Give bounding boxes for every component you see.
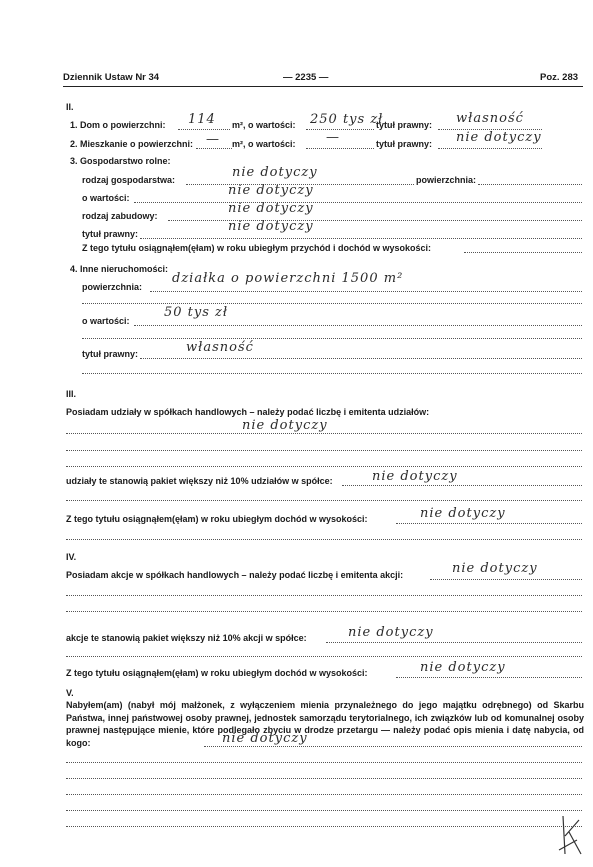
page-number: — 2235 — (283, 72, 329, 83)
farm-area-label: powierzchnia: (416, 175, 477, 185)
other-legal-label: tytuł prawny: (82, 349, 139, 359)
farm-value-value: nie dotyczy (228, 183, 314, 198)
other-area-value: działka o powierzchni 1500 m² (172, 271, 404, 286)
shares-income-label: Z tego tytułu osiągnąłem(ęłam) w roku ubiegłym dochód w wysokości: (66, 514, 368, 524)
position-number: Poz. 283 (540, 72, 579, 83)
other-value-label: o wartości: (82, 316, 130, 326)
house-area-label: 1. Dom o powierzchni: (70, 120, 166, 130)
house-legal-label: tytuł prawny: (376, 120, 433, 130)
stocks-package-label: akcje te stanowią pakiet większy niż 10% akcji w spółce: (66, 633, 307, 643)
section-iii-heading: III. (66, 389, 77, 399)
acquired-property-value: nie dotyczy (222, 731, 308, 746)
other-property-heading: 4. Inne nieruchomości: (70, 264, 169, 274)
farm-type-value: nie dotyczy (232, 165, 318, 180)
shares-income-value: nie dotyczy (420, 506, 506, 521)
section-iv-heading: IV. (66, 552, 77, 562)
house-value-value: 250 tys zł (310, 112, 384, 127)
other-value-value: 50 tys zł (164, 305, 229, 320)
farm-legal-label: tytuł prawny: (82, 229, 139, 239)
shares-label: Posiadam udziały w spółkach handlowych – należy podać liczbę i emitenta udziałów: (66, 407, 430, 417)
flat-legal-label: tytuł prawny: (376, 139, 433, 149)
initials-signature (555, 810, 589, 860)
farm-building-value: nie dotyczy (228, 201, 314, 216)
house-legal-value: własność (456, 111, 524, 126)
shares-value: nie dotyczy (242, 418, 328, 433)
stocks-value: nie dotyczy (452, 561, 538, 576)
acquired-property-label: Nabyłem(am) (nabył mój małżonek, z wyłączeniem mienia przynależnego do jego majątku odrębnego) od Skarbu Państwa, innej państwowej osoby prawnej, jednostek samorządu terytorialnego, ich związków lub od komunalnej osoby prawnej następujące mienie, które podlegało zbyciu w drodze przetargu — należy podać opis mienia i datę nabycia, od kogo: (66, 700, 584, 748)
farm-value-label: o wartości: (82, 193, 130, 203)
farm-building-label: rodzaj zabudowy: (82, 211, 158, 221)
flat-area-label: 2. Mieszkanie o powierzchni: (70, 139, 194, 149)
stocks-label: Posiadam akcje w spółkach handlowych – należy podać liczbę i emitenta akcji: (66, 570, 404, 580)
house-value-label: m², o wartości: (232, 120, 296, 130)
flat-area-value: — (206, 132, 220, 147)
stocks-income-value: nie dotyczy (420, 660, 506, 675)
flat-legal-value: nie dotyczy (456, 130, 542, 145)
farm-income-label: Z tego tytułu osiągnąłem(ęłam) w roku ubiegłym przychód i dochód w wysokości: (82, 243, 432, 253)
shares-package-label: udziały te stanowią pakiet większy niż 10% udziałów w spółce: (66, 476, 333, 486)
flat-value-label: m², o wartości: (232, 139, 296, 149)
house-area-value: 114 (188, 112, 216, 127)
stocks-income-label: Z tego tytułu osiągnąłem(ęłam) w roku ubiegłym dochód w wysokości: (66, 668, 368, 678)
section-ii-heading: II. (66, 102, 74, 112)
farm-heading: 3. Gospodarstwo rolne: (70, 156, 171, 166)
other-area-label: powierzchnia: (82, 282, 143, 292)
shares-package-value: nie dotyczy (372, 469, 458, 484)
header-rule (63, 86, 583, 87)
farm-type-label: rodzaj gospodarstwa: (82, 175, 176, 185)
other-legal-value: własność (186, 340, 254, 355)
farm-legal-value: nie dotyczy (228, 219, 314, 234)
journal-title: Dziennik Ustaw Nr 34 (63, 72, 160, 83)
stocks-package-value: nie dotyczy (348, 625, 434, 640)
flat-value-value: — (326, 130, 340, 145)
section-v-heading: V. (66, 688, 74, 698)
